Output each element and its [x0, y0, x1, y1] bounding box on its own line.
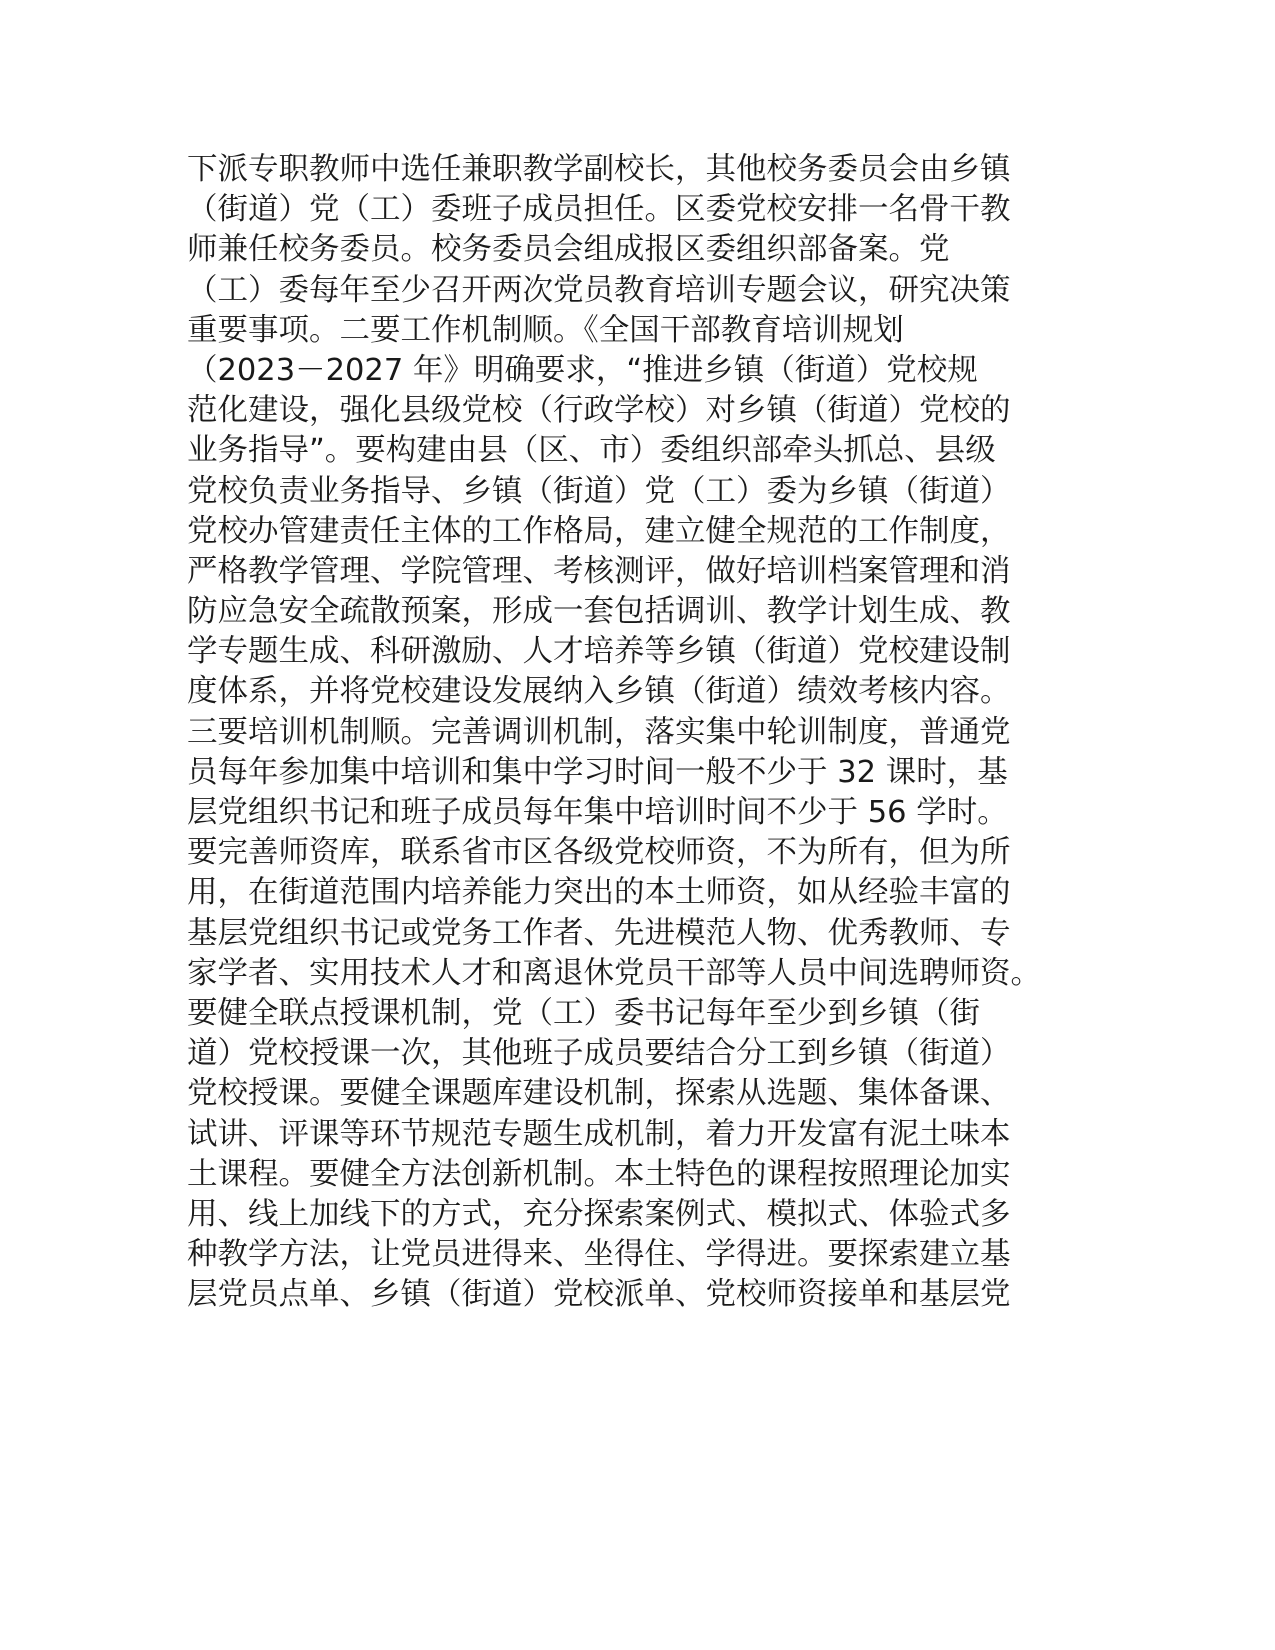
text-line: （2023－2027 年》明确要求，“推进乡镇（街道）党校规	[187, 352, 978, 388]
text-line: 下派专职教师中选任兼职教学副校长，其他校务委员会由乡镇	[187, 152, 1011, 187]
text-line: 学专题生成、科研激励、人才培养等乡镇（街道）党校建设制	[187, 634, 1011, 670]
text-line: 用、线上加线下的方式，充分探索案例式、模拟式、体验式多	[187, 1196, 1011, 1232]
text-line: 业务指导”。要构建由县（区、市）委组织部牵头抓总、县级	[187, 433, 996, 469]
text-line: 土课程。要健全方法创新机制。本土特色的课程按照理论加实	[187, 1156, 1011, 1192]
text-line: 范化建设，强化县级党校（行政学校）对乡镇（街道）党校的	[187, 393, 1011, 429]
text-line: 师兼任校务委员。校务委员会组成报区委组织部备案。党	[187, 232, 950, 268]
text-line: 道）党校授课一次，其他班子成员要结合分工到乡镇（街道）	[187, 1036, 1011, 1072]
text-line: 种教学方法，让党员进得来、坐得住、学得进。要探索建立基	[187, 1237, 1011, 1273]
text-line: 防应急安全疏散预案，形成一套包括调训、教学计划生成、教	[187, 594, 1011, 630]
text-line: 严格教学管理、学院管理、考核测评，做好培训档案管理和消	[187, 553, 1011, 589]
text-line: 试讲、评课等环节规范专题生成机制，着力开发富有泥土味本	[187, 1116, 1011, 1152]
text-line: （街道）党（工）委班子成员担任。区委党校安排一名骨干教	[187, 192, 1011, 228]
text-line: 三要培训机制顺。完善调训机制，落实集中轮训制度，普通党	[187, 714, 1011, 750]
body-text	[187, 150, 1087, 1315]
text-line: （工）委每年至少召开两次党员教育培训专题会议，研究决策	[187, 272, 1011, 308]
text-line: 度体系，并将党校建设发展纳入乡镇（街道）绩效考核内容。	[187, 674, 1011, 710]
text-line: 党校授课。要健全课题库建设机制，探索从选题、集体备课、	[187, 1076, 1011, 1112]
text-line: 党校办管建责任主体的工作格局，建立健全规范的工作制度，	[187, 513, 1011, 549]
text-line: 员每年参加集中培训和集中学习时间一般不少于 32 课时，基	[187, 754, 1008, 790]
text-line: 重要事项。二要工作机制顺。《全国干部教育培训规划	[187, 312, 904, 348]
text-line: 党校负责业务指导、乡镇（街道）党（工）委为乡镇（街道）	[187, 473, 1011, 509]
text-line: 要完善师资库，联系省市区各级党校师资，不为所有，但为所	[187, 835, 1011, 871]
text-line: 层党员点单、乡镇（街道）党校派单、党校师资接单和基层党	[187, 1277, 1011, 1313]
text-line: 用，在街道范围内培养能力突出的本土师资，如从经验丰富的	[187, 875, 1011, 911]
text-line: 层党组织书记和班子成员每年集中培训时间不少于 56 学时。	[187, 795, 1008, 830]
text-line: 家学者、实用技术人才和离退休党员干部等人员中间选聘师资。	[187, 955, 1041, 991]
text-line: 基层党组织书记或党务工作者、先进模范人物、优秀教师、专	[187, 915, 1011, 951]
text-line: 要健全联点授课机制，党（工）委书记每年至少到乡镇（街	[187, 995, 980, 1031]
